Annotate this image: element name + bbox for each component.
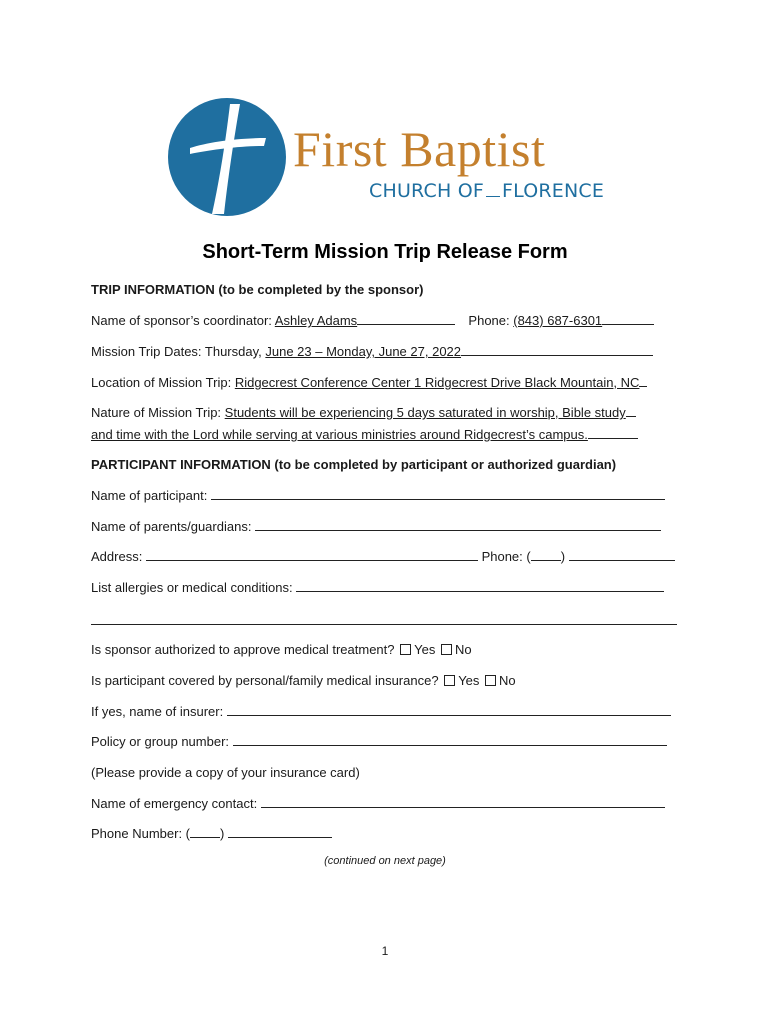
policy-label: Policy or group number:	[91, 734, 230, 749]
page-number: 1	[381, 944, 389, 958]
sponsor-phone-label: Phone:	[468, 313, 510, 328]
location-label: Location of Mission Trip:	[91, 375, 232, 390]
address-field[interactable]	[146, 549, 478, 561]
cross-icon	[168, 98, 286, 216]
participant-info-heading: PARTICIPANT INFORMATION (to be completed by participant or authorized guardian)	[91, 457, 617, 472]
continued-note: (continued on next page)	[324, 855, 446, 867]
authorized-row: Is sponsor authorized to approve medical treatment? Yes No	[91, 642, 472, 657]
location-value[interactable]: Ridgecrest Conference Center 1 Ridgecrest Drive Black Mountain, NC	[234, 375, 640, 390]
emergency-row	[91, 796, 665, 812]
parents-label: Name of parents/guardians:	[91, 519, 252, 534]
logo-circle	[168, 98, 286, 216]
parents-row	[91, 519, 661, 535]
participant-name-label: Name of participant:	[91, 488, 208, 503]
emergency-label: Name of emergency contact:	[91, 796, 258, 811]
allergies-label: List allergies or medical conditions:	[91, 580, 293, 595]
dates-row	[91, 344, 653, 360]
covered-row: Is participant covered by personal/family medical insurance? Yes No	[91, 673, 516, 688]
insurer-row	[91, 704, 671, 720]
trip-info-heading: TRIP INFORMATION (to be completed by the sponsor)	[91, 282, 424, 297]
policy-field[interactable]	[233, 734, 667, 746]
logo-subtitle	[369, 181, 604, 201]
insurer-field[interactable]	[227, 704, 671, 716]
church-logo	[168, 98, 608, 220]
coordinator-label: Name of sponsor’s coordinator:	[91, 313, 272, 328]
address-label: Address:	[91, 549, 143, 564]
allergies-field[interactable]	[296, 580, 664, 592]
logo-subtitle-left: CHURCH OF	[369, 180, 484, 202]
allergies-row	[91, 580, 664, 596]
participant-phone-field[interactable]	[569, 549, 675, 561]
authorized-label: Is sponsor authorized to approve medical treatment?	[91, 642, 395, 657]
nature-label: Nature of Mission Trip:	[91, 405, 222, 420]
logo-church-name: First Baptist	[293, 121, 546, 177]
participant-phone-label: Phone: (	[481, 549, 531, 564]
participant-name-row	[91, 488, 665, 504]
nature-value-line-1[interactable]: Students will be experiencing 5 days saturated in worship, Bible study	[224, 405, 626, 420]
logo-subtitle-right: FLORENCE	[502, 180, 605, 202]
authorized-yes-checkbox[interactable]	[400, 644, 411, 655]
coordinator-value[interactable]: Ashley Adams	[274, 313, 358, 328]
emergency-phone-field[interactable]	[228, 826, 332, 838]
dates-label: Mission Trip Dates: Thursday,	[91, 344, 262, 359]
address-row: Address: Phone: ( )	[91, 549, 675, 565]
allergies-field-line-2[interactable]	[91, 624, 677, 625]
dates-value[interactable]: June 23 – Monday, June 27, 2022	[265, 344, 462, 359]
nature-row	[91, 405, 636, 421]
covered-no-checkbox[interactable]	[485, 675, 496, 686]
location-row	[91, 375, 647, 391]
nature-row-2	[91, 427, 638, 443]
covered-label: Is participant covered by personal/family medical insurance?	[91, 673, 439, 688]
nature-value-line-2[interactable]: and time with the Lord while serving at various ministries around Ridgecrest’s campus.	[91, 427, 588, 442]
emergency-phone-label: Phone Number: (	[91, 826, 190, 841]
insurance-note: (Please provide a copy of your insurance card)	[91, 765, 360, 780]
insurer-label: If yes, name of insurer:	[91, 704, 224, 719]
policy-row	[91, 734, 667, 750]
sponsor-phone-value[interactable]: (843) 687-6301	[513, 313, 603, 328]
parents-field[interactable]	[255, 519, 661, 531]
emergency-field[interactable]	[261, 796, 665, 808]
participant-phone-area-field[interactable]	[531, 549, 561, 561]
emergency-phone-area-field[interactable]	[190, 826, 220, 838]
form-title: Short-Term Mission Trip Release Form	[202, 241, 568, 263]
participant-name-field[interactable]	[211, 488, 665, 500]
coordinator-row	[91, 313, 654, 329]
covered-yes-checkbox[interactable]	[444, 675, 455, 686]
authorized-no-checkbox[interactable]	[441, 644, 452, 655]
emergency-phone-row: Phone Number: ( )	[91, 826, 332, 842]
